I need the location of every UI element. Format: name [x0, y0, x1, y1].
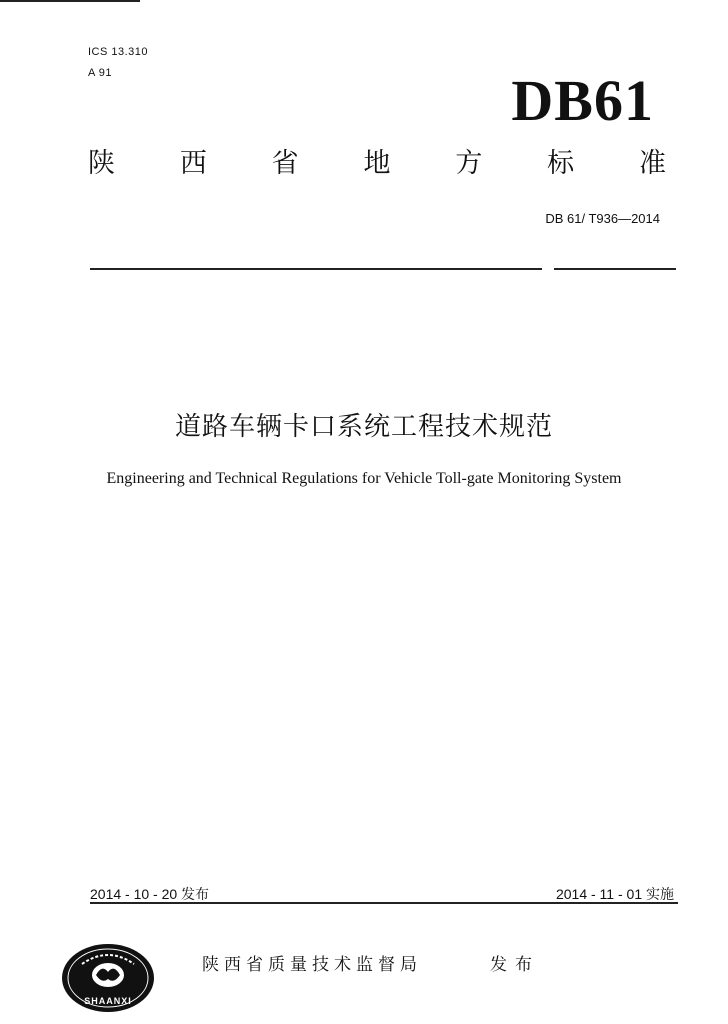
provincial-seal-icon: [60, 942, 156, 1014]
publish-label: 发布: [490, 955, 540, 975]
title-char: 西: [179, 148, 207, 179]
standard-number: DB 61/ T936—2014: [545, 211, 660, 226]
title-char: 方: [455, 148, 483, 179]
classification-code: A 91: [88, 67, 113, 79]
title-char: 标: [547, 148, 575, 179]
svg-text:SHAANXI: SHAANXI: [84, 996, 132, 1006]
document-title-english: Engineering and Technical Regulations for Vehicle Toll-gate Monitoring System: [106, 470, 622, 487]
implementation-date: 2014 - 11 - 01 实施: [555, 886, 674, 902]
title-char: 陕: [88, 148, 115, 179]
title-char: 准: [638, 148, 666, 179]
db61-logo: DB61: [511, 68, 654, 133]
document-title-chinese: 道路车辆卡口系统工程技术规范: [174, 412, 553, 442]
ics-code: ICS 13.310: [88, 46, 149, 58]
standard-type-title: [88, 150, 666, 177]
title-char: 地: [363, 148, 391, 179]
top-edge-rule: [0, 0, 140, 2]
issue-date: 2014 - 10 - 20 发布: [90, 886, 210, 902]
divider-gap: [542, 266, 554, 272]
title-char: 省: [271, 148, 299, 179]
footer-divider: [90, 902, 678, 904]
header-divider: [90, 268, 676, 270]
publisher-name: 陕西省质量技术监督局: [202, 955, 422, 975]
